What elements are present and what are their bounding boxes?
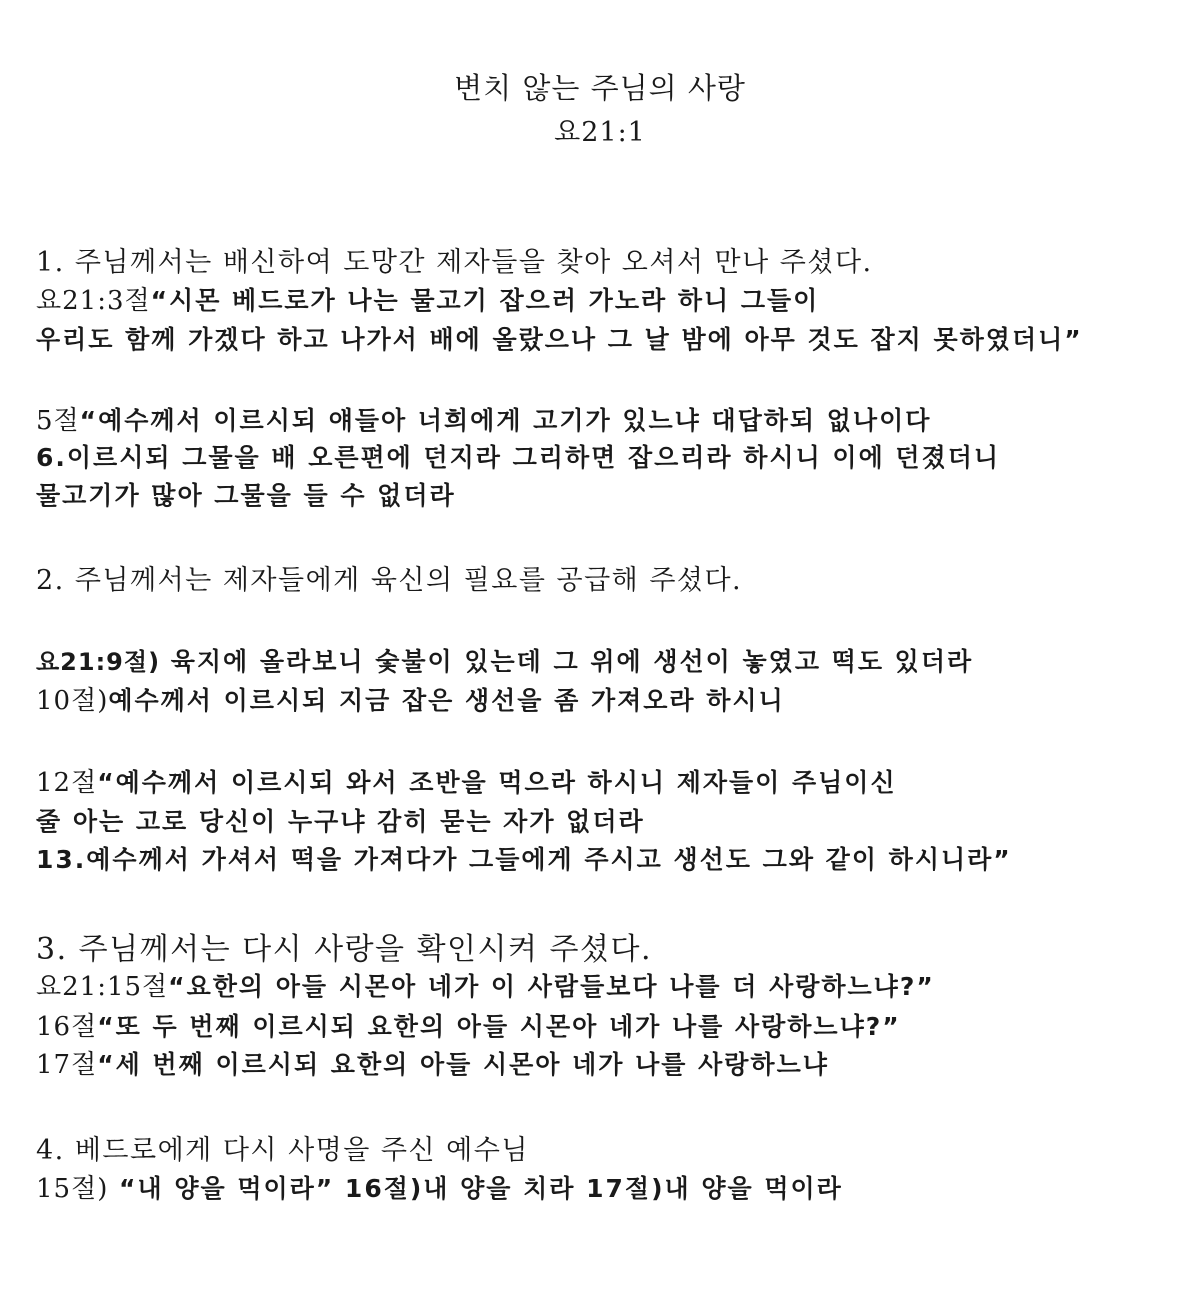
section1-heading: 1. 주님께서는 배신하여 도망간 제자들을 찾아 오셔서 만나 주셨다. bbox=[36, 247, 873, 278]
section3-verse15 bbox=[36, 966, 935, 1003]
section3-verse17 bbox=[36, 1044, 829, 1081]
document-title: 변치 않는 주님의 사랑 bbox=[454, 71, 746, 105]
verse-ref: 17절 bbox=[36, 1050, 98, 1080]
verse-ref: 요21:15절 bbox=[36, 972, 169, 1002]
verse-text: “시몬 베드로가 나는 물고기 잡으러 가노라 하니 그들이 bbox=[150, 286, 820, 315]
verse-text: “또 두 번째 이르시되 요한의 아들 시몬아 네가 나를 사랑하느냐?” bbox=[97, 1012, 901, 1041]
verse-ref: 5절 bbox=[36, 406, 80, 436]
section2-verse12-cont: 줄 아는 고로 당신이 누구냐 감히 묻는 자가 없더라 bbox=[36, 807, 645, 836]
verse-ref: 16절 bbox=[36, 1012, 98, 1042]
section3-verse16 bbox=[36, 1006, 901, 1043]
verse-ref: 요21:9절) bbox=[36, 648, 161, 676]
section2-heading: 2. 주님께서는 제자들에게 육신의 필요를 공급해 주셨다. bbox=[36, 565, 743, 596]
section2-verse10 bbox=[36, 680, 785, 717]
document-reference: 요21:1 bbox=[554, 117, 646, 148]
verse-ref: 요21:3절 bbox=[36, 286, 151, 316]
verse-ref: 15절) bbox=[36, 1174, 109, 1204]
section2-verse13: 13.예수께서 가셔서 떡을 가져다가 그들에게 주시고 생선도 그와 같이 하시니라” bbox=[36, 845, 1012, 874]
verse-ref: 12절 bbox=[36, 768, 98, 798]
verse-text: “요한의 아들 시몬아 네가 이 사람들보다 나를 더 사랑하느냐?” bbox=[168, 972, 935, 1001]
verse-text: 육지에 올라보니 숯불이 있는데 그 위에 생선이 놓였고 떡도 있더라 bbox=[160, 647, 974, 676]
section1-verse6: 6.이르시되 그물을 배 오른편에 던지라 그리하면 잡으리라 하시니 이에 던졌더니 bbox=[36, 443, 1001, 472]
verse-text: “예수께서 이르시되 와서 조반을 먹으라 하시니 제자들이 주님이신 bbox=[97, 768, 897, 797]
verse-text: “예수께서 이르시되 얘들아 너희에게 고기가 있느냐 대답하되 없나이다 bbox=[79, 406, 932, 435]
section4-heading: 4. 베드로에게 다시 사명을 주신 예수님 bbox=[36, 1135, 529, 1166]
section1-verse3 bbox=[36, 280, 819, 317]
verse-text: “내 양을 먹이라” 16절)내 양을 치라 17절)내 양을 먹이라 bbox=[108, 1174, 843, 1203]
section1-verse5 bbox=[36, 400, 931, 437]
section1-verse6-cont: 물고기가 많아 그물을 들 수 없더라 bbox=[36, 481, 456, 510]
section2-verse12 bbox=[36, 762, 897, 799]
verse-ref: 10절) bbox=[36, 686, 109, 716]
section1-verse3-cont: 우리도 함께 가겠다 하고 나가서 배에 올랐으나 그 날 밤에 아무 것도 잡지 못하였더니” bbox=[36, 325, 1083, 354]
verse-text: 예수께서 이르시되 지금 잡은 생선을 좀 가져오라 하시니 bbox=[108, 686, 785, 715]
section3-heading: 3. 주님께서는 다시 사랑을 확인시켜 주셨다. bbox=[36, 932, 652, 967]
section2-verse9 bbox=[36, 642, 973, 678]
verse-text: “세 번째 이르시되 요한의 아들 시몬아 네가 나를 사랑하느냐 bbox=[97, 1050, 829, 1079]
section4-verses bbox=[36, 1168, 843, 1205]
